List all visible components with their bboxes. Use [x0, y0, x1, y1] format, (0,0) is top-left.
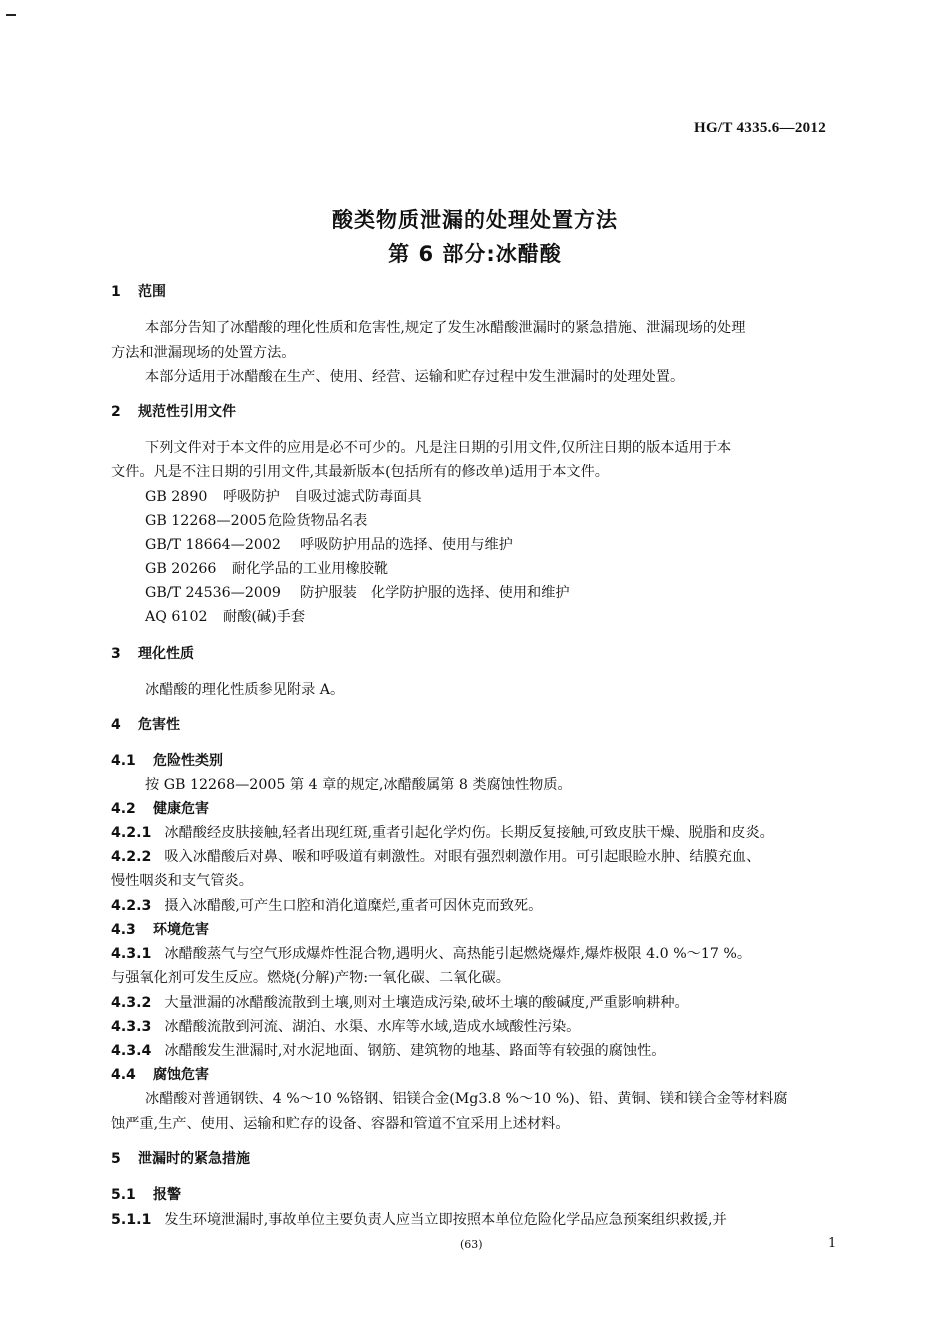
clause-number: 4.3.2: [111, 995, 152, 1011]
section-number: 1: [111, 284, 121, 300]
subsection-5-1-heading: [111, 1184, 181, 1204]
reference-code: GB 12268—2005: [145, 513, 267, 529]
subsection-title: 环境危害: [153, 922, 209, 938]
clause-number: 4.2.3: [111, 898, 152, 914]
clause-text: 冰醋酸经皮肤接触,轻者出现红斑,重者引起化学灼伤。长期反复接触,可致皮肤干燥、脱脂和皮炎。: [164, 825, 774, 841]
subsection-title: 危险性类别: [153, 753, 223, 769]
s2-para-line: 文件。凡是不注日期的引用文件,其最新版本(包括所有的修改单)适用于本文件。: [111, 464, 609, 480]
normative-reference: [145, 534, 513, 554]
page-number: 1: [828, 1236, 837, 1251]
reference-code: GB 2890: [145, 489, 208, 505]
reference-code: AQ 6102: [145, 609, 208, 625]
reference-title: 危险货物品名表: [268, 513, 368, 529]
reference-title: 呼吸防护用品的选择、使用与维护: [300, 537, 513, 553]
clause-text: 大量泄漏的冰醋酸流散到土壤,则对土壤造成污染,破坏土壤的酸碱度,严重影响耕种。: [164, 995, 689, 1011]
subsection-4-1-heading: [111, 750, 223, 770]
section-title: 理化性质: [138, 646, 194, 662]
section-title: 危害性: [138, 717, 180, 733]
clause-text: 冰醋酸流散到河流、湖泊、水渠、水库等水域,造成水域酸性污染。: [164, 1019, 581, 1035]
clause-4-2-2-continued: 慢性咽炎和支气管炎。: [111, 873, 253, 889]
document-subtitle: 第 6 部分:冰醋酸: [388, 242, 562, 266]
clause-number: 4.2.2: [111, 849, 152, 865]
page-reference: (63): [460, 1238, 483, 1251]
s1-para-line: 本部分告知了冰醋酸的理化性质和危害性,规定了发生冰醋酸泄漏时的紧急措施、泄漏现场的处理: [145, 320, 746, 336]
subsection-number: 4.2: [111, 801, 136, 817]
section-title: 泄漏时的紧急措施: [138, 1151, 250, 1167]
clause-4-3-1-continued: 与强氧化剂可发生反应。燃烧(分解)产物:一氧化碳、二氧化碳。: [111, 970, 510, 986]
reference-code: GB/T 18664—2002: [145, 537, 281, 553]
section-number: 2: [111, 404, 121, 420]
clause-5-1-1: [111, 1209, 727, 1229]
clause-number: 4.3.1: [111, 946, 152, 962]
s41-para-line: 按 GB 12268—2005 第 4 章的规定,冰醋酸属第 8 类腐蚀性物质。: [145, 777, 572, 793]
reference-code: GB/T 24536—2009: [145, 585, 281, 601]
s44-para-line: 冰醋酸对普通钢铁、4 %～10 %铬钢、铝镁合金(Mg3.8 %～10 %)、铅、黄铜、镁和镁合金等材料腐: [145, 1091, 788, 1107]
clause-4-2-2: [111, 846, 760, 866]
section-3-heading: [111, 643, 194, 663]
document-title: 酸类物质泄漏的处理处置方法: [332, 208, 618, 232]
corner-crop-mark: [6, 14, 16, 16]
reference-title: 呼吸防护 自吸过滤式防毒面具: [223, 489, 422, 505]
reference-title: 防护服装 化学防护服的选择、使用和维护: [300, 585, 570, 601]
reference-title: 耐化学品的工业用橡胶靴: [232, 561, 389, 577]
s3-para-line: 冰醋酸的理化性质参见附录 A。: [145, 682, 345, 698]
section-number: 3: [111, 646, 121, 662]
section-number: 5: [111, 1151, 121, 1167]
clause-number: 4.2.1: [111, 825, 152, 841]
section-5-heading: [111, 1148, 250, 1168]
subsection-number: 4.3: [111, 922, 136, 938]
clause-text: 发生环境泄漏时,事故单位主要负责人应当立即按照本单位危险化学品应急预案组织救援,并: [164, 1212, 727, 1228]
subsection-number: 4.1: [111, 753, 136, 769]
s2-para-line: 下列文件对于本文件的应用是必不可少的。凡是注日期的引用文件,仅所注日期的版本适用于本: [145, 440, 732, 456]
clause-4-3-3: [111, 1016, 580, 1036]
section-title: 规范性引用文件: [138, 404, 236, 420]
clause-text: 冰醋酸发生泄漏时,对水泥地面、钢筋、建筑物的地基、路面等有较强的腐蚀性。: [164, 1043, 666, 1059]
subsection-title: 报警: [153, 1187, 181, 1203]
clause-text: 冰醋酸蒸气与空气形成爆炸性混合物,遇明火、高热能引起燃烧爆炸,爆炸极限 4.0 %～17 %。: [164, 946, 752, 962]
reference-code: GB 20266: [145, 561, 217, 577]
clause-number: 4.3.4: [111, 1043, 152, 1059]
normative-reference: [145, 582, 570, 602]
clause-4-3-1: [111, 943, 751, 963]
subsection-number: 5.1: [111, 1187, 136, 1203]
clause-4-2-1: [111, 822, 774, 842]
normative-reference: [145, 510, 367, 530]
normative-reference: [145, 606, 305, 626]
reference-title: 耐酸(碱)手套: [223, 609, 306, 625]
s44-para-line: 蚀严重,生产、使用、运输和贮存的设备、容器和管道不宜采用上述材料。: [111, 1116, 570, 1132]
subsection-4-2-heading: [111, 798, 209, 818]
section-title: 范围: [138, 284, 166, 300]
clause-text: 吸入冰醋酸后对鼻、喉和呼吸道有刺激性。对眼有强烈刺激作用。可引起眼睑水肿、结膜充血、: [164, 849, 761, 865]
section-4-heading: [111, 714, 180, 734]
clause-text: 摄入冰醋酸,可产生口腔和消化道糜烂,重者可因休克而致死。: [164, 898, 543, 914]
section-2-heading: [111, 401, 236, 421]
clause-4-3-4: [111, 1040, 665, 1060]
clause-number: 4.3.3: [111, 1019, 152, 1035]
clause-4-3-2: [111, 992, 689, 1012]
section-number: 4: [111, 717, 121, 733]
s1-para-line: 本部分适用于冰醋酸在生产、使用、经营、运输和贮存过程中发生泄漏时的处理处置。: [145, 369, 685, 385]
section-1-heading: [111, 281, 166, 301]
clause-4-2-3: [111, 895, 542, 915]
subsection-4-4-heading: [111, 1064, 209, 1084]
subsection-title: 健康危害: [153, 801, 209, 817]
subsection-4-3-heading: [111, 919, 209, 939]
normative-reference: [145, 486, 422, 506]
standard-code: HG/T 4335.6—2012: [694, 120, 827, 136]
subsection-title: 腐蚀危害: [153, 1067, 209, 1083]
clause-number: 5.1.1: [111, 1212, 152, 1228]
subsection-number: 4.4: [111, 1067, 136, 1083]
normative-reference: [145, 558, 388, 578]
s1-para-line: 方法和泄漏现场的处置方法。: [111, 345, 296, 361]
